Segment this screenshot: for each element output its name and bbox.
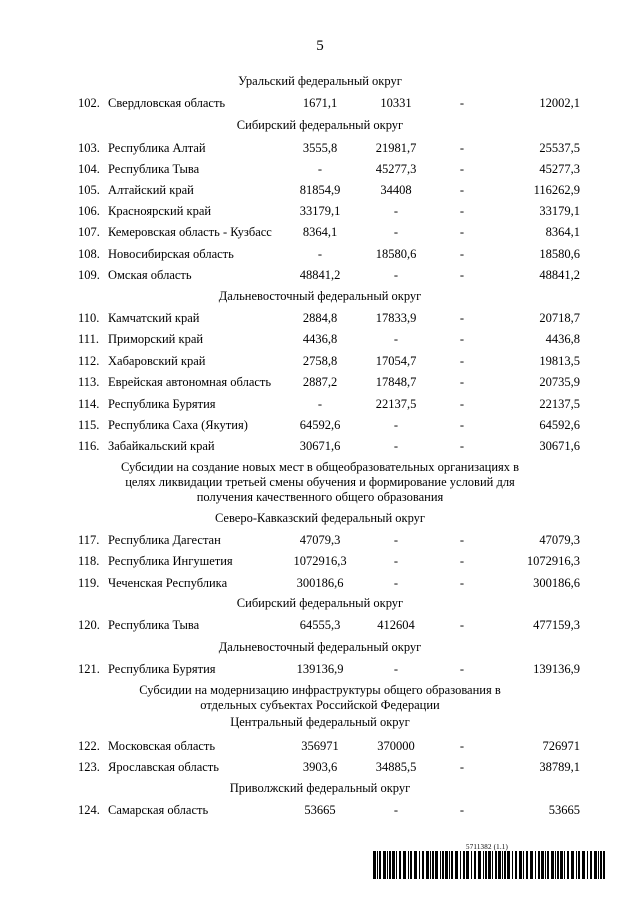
total-value: 64592,6 [539,418,580,432]
row-number: 113. [78,375,100,389]
value-col-3: - [459,418,465,432]
total-value: 33179,1 [539,204,580,218]
total-value: 139136,9 [533,662,580,676]
value-col-3: - [459,311,465,325]
row-number: 114. [78,397,100,411]
region-name: Новосибирская область [108,247,234,261]
row-number: 112. [78,354,100,368]
region-name: Кемеровская область - Кузбасс [108,225,272,239]
value-col-3: - [459,803,465,817]
region-name: Хабаровский край [108,354,206,368]
row-number: 117. [78,533,100,547]
value-col-1: 1072916,3 [293,554,347,568]
table-row [0,532,640,548]
value-col-3: - [459,332,465,346]
total-value: 20718,7 [539,311,580,325]
barcode-image [373,851,605,879]
region-name: Московская область [108,739,216,753]
section-heading: Сибирский федеральный округ [236,596,404,610]
value-col-2: 17054,7 [375,354,417,368]
total-value: 38789,1 [539,760,580,774]
value-col-2: 45277,3 [375,162,417,176]
value-col-3: - [459,225,465,239]
table-row [0,267,640,283]
value-col-2: 34885,5 [375,760,417,774]
table-row [0,417,640,433]
row-number: 110. [78,311,100,325]
value-col-1: 30671,6 [299,439,341,453]
row-number: 120. [78,618,100,632]
value-col-3: - [459,533,465,547]
total-value: 477159,3 [533,618,580,632]
value-col-3: - [459,576,465,590]
total-value: 48841,2 [539,268,580,282]
row-number: 108. [78,247,100,261]
value-col-2: 21981,7 [375,141,417,155]
value-col-3: - [459,183,465,197]
value-col-3: - [459,354,465,368]
row-number: 103. [78,141,100,155]
region-name: Ярославская область [108,760,219,774]
value-col-1: - [317,247,323,261]
total-value: 19813,5 [539,354,580,368]
table-row [0,802,640,818]
table-row [0,661,640,677]
value-col-2: - [393,803,399,817]
total-value: 726971 [542,739,580,753]
row-number: 109. [78,268,100,282]
section-heading: Северо-Кавказский федеральный округ [214,511,426,525]
row-number: 107. [78,225,100,239]
value-col-1: 356971 [301,739,339,753]
value-col-1: 64555,3 [299,618,341,632]
value-col-2: - [393,533,399,547]
total-value: 47079,3 [539,533,580,547]
region-name: Камчатский край [108,311,200,325]
value-col-2: 18580,6 [375,247,417,261]
value-col-1: 300186,6 [296,576,344,590]
section-heading: Сибирский федеральный округ [236,118,404,132]
total-value: 12002,1 [539,96,580,110]
value-col-1: 48841,2 [299,268,341,282]
section-heading: Дальневосточный федеральный округ [218,289,422,303]
row-number: 116. [78,439,100,453]
row-number: 118. [78,554,100,568]
value-col-2: - [393,576,399,590]
value-col-2: - [393,662,399,676]
row-number: 122. [78,739,100,753]
total-value: 8364,1 [545,225,580,239]
region-name: Красноярский край [108,204,212,218]
total-value: 1072916,3 [526,554,580,568]
value-col-1: 3555,8 [302,141,338,155]
value-col-2: 412604 [377,618,415,632]
value-col-3: - [459,739,465,753]
value-col-2: 17833,9 [375,311,417,325]
region-name: Республика Тыва [108,162,200,176]
value-col-3: - [459,618,465,632]
value-col-1: 139136,9 [296,662,344,676]
value-col-1: 81854,9 [299,183,341,197]
value-col-2: - [393,268,399,282]
row-number: 124. [78,803,100,817]
section-heading: Уральский федеральный округ [238,74,402,88]
table-row [0,553,640,569]
total-value: 116262,9 [533,183,580,197]
row-number: 105. [78,183,100,197]
row-number: 119. [78,576,100,590]
value-col-3: - [459,141,465,155]
row-number: 123. [78,760,100,774]
region-name: Омская область [108,268,192,282]
value-col-2: - [393,332,399,346]
region-name: Самарская область [108,803,209,817]
value-col-3: - [459,268,465,282]
table-row [0,310,640,326]
value-col-1: 2758,8 [302,354,338,368]
value-col-1: 33179,1 [299,204,341,218]
row-number: 104. [78,162,100,176]
value-col-2: 10331 [380,96,412,110]
total-value: 18580,6 [539,247,580,261]
total-value: 30671,6 [539,439,580,453]
region-name: Республика Бурятия [108,397,216,411]
value-col-1: - [317,162,323,176]
total-value: 20735,9 [539,375,580,389]
table-row [0,140,640,156]
section-heading: Центральный федеральный округ [230,715,410,729]
table-row [0,224,640,240]
value-col-2: - [393,418,399,432]
table-row [0,374,640,390]
value-col-1: 1671,1 [302,96,338,110]
value-col-3: - [459,375,465,389]
value-col-1: - [317,397,323,411]
region-name: Еврейская автономная область [108,375,272,389]
table-row [0,331,640,347]
table-row [0,246,640,262]
region-name: Свердловская область [108,96,226,110]
row-number: 102. [78,96,100,110]
value-col-3: - [459,397,465,411]
value-col-3: - [459,554,465,568]
region-name: Республика Алтай [108,141,206,155]
barcode-label: 5711382 (1.1) [466,843,509,851]
total-value: 22137,5 [539,397,580,411]
value-col-2: - [393,204,399,218]
section-heading: Приволжский федеральный округ [229,781,411,795]
value-col-3: - [459,662,465,676]
value-col-2: 370000 [377,739,415,753]
value-col-2: 34408 [380,183,412,197]
region-name: Республика Бурятия [108,662,216,676]
region-name: Приморский край [108,332,204,346]
value-col-1: 2887,2 [302,375,338,389]
region-name: Алтайский край [108,183,194,197]
table-row [0,759,640,775]
table-row [0,438,640,454]
row-number: 121. [78,662,100,676]
total-value: 25537,5 [539,141,580,155]
value-col-1: 8364,1 [302,225,338,239]
table-row [0,396,640,412]
total-value: 45277,3 [539,162,580,176]
value-col-3: - [459,96,465,110]
section-heading: Субсидии на создание новых мест в общеобразовательных организациях в целях ликвидации третьей смены обучения и формирование условий для получения качественного общего образования [120,460,520,504]
table-row [0,738,640,754]
table-row [0,575,640,591]
value-col-1: 64592,6 [299,418,341,432]
row-number: 111. [78,332,99,346]
table-row [0,161,640,177]
value-col-1: 3903,6 [302,760,338,774]
total-value: 53665 [548,803,580,817]
section-heading: Дальневосточный федеральный округ [218,640,422,654]
value-col-2: 17848,7 [375,375,417,389]
value-col-3: - [459,162,465,176]
value-col-1: 4436,8 [302,332,338,346]
value-col-1: 2884,8 [302,311,338,325]
value-col-1: 53665 [304,803,336,817]
table-row [0,203,640,219]
value-col-2: - [393,439,399,453]
region-name: Чеченская Республика [108,576,228,590]
value-col-2: 22137,5 [375,397,417,411]
row-number: 106. [78,204,100,218]
region-name: Республика Саха (Якутия) [108,418,248,432]
page-number: 5 [316,38,324,54]
value-col-3: - [459,247,465,261]
value-col-3: - [459,204,465,218]
value-col-1: 47079,3 [299,533,341,547]
region-name: Республика Ингушетия [108,554,233,568]
value-col-3: - [459,439,465,453]
table-row [0,182,640,198]
table-row [0,95,640,111]
region-name: Республика Тыва [108,618,200,632]
total-value: 4436,8 [545,332,580,346]
value-col-2: - [393,554,399,568]
region-name: Забайкальский край [108,439,215,453]
section-heading: Субсидии на модернизацию инфраструктуры общего образования в отдельных субъектах Российской Федерации [139,683,501,712]
value-col-3: - [459,760,465,774]
table-row [0,353,640,369]
table-row [0,617,640,633]
region-name: Республика Дагестан [108,533,221,547]
value-col-2: - [393,225,399,239]
total-value: 300186,6 [533,576,580,590]
row-number: 115. [78,418,100,432]
